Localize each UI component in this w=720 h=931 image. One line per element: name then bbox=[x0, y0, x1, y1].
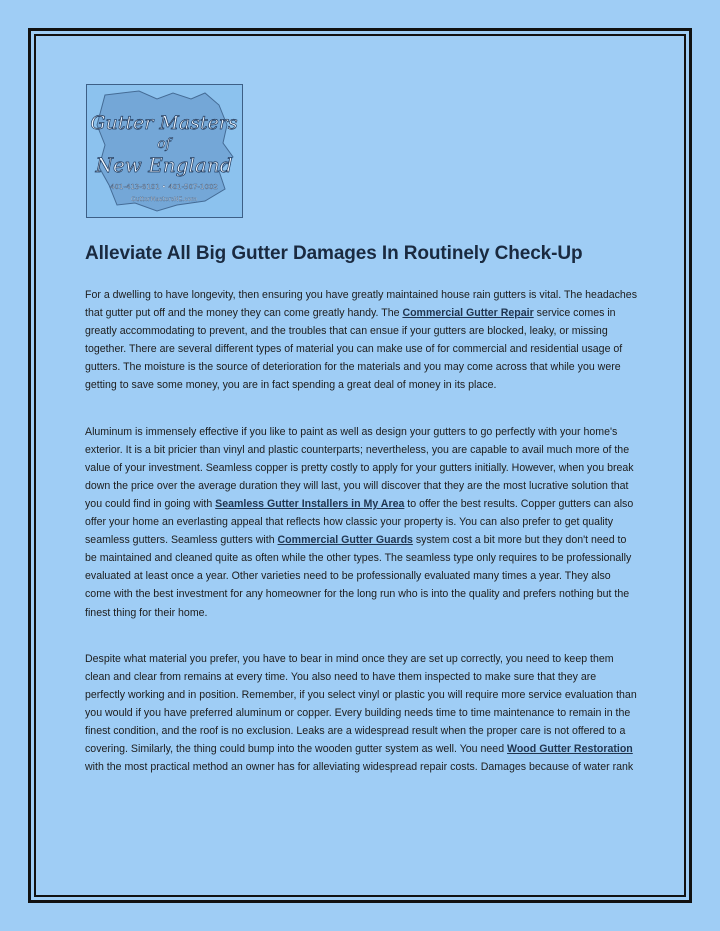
logo-line3: New England bbox=[95, 153, 233, 177]
paragraph-2: Aluminum is immensely effective if you like to paint as well as design your gutters to go perfectly with your home's exterior. It is a bit pricier than vinyl and plastic counterparts; nevertheless, you are capable to avail much more of the value of your investment. Seamless copper is pretty costly to apply for your gutters initially. However, when you break down the price over the average duration they will last, you will discover that they are the most lucrative solution that you could find in going with Seamless Gutter Installers in My Area to offer the best results. Copper gutters can also offer your home an everlasting appeal that reflects how classic your property is. You can also prefer to get quality seamless gutters. Seamless gutters with Commercial Gutter Guards system cost a bit more but they don't need to be maintained and cleaned quite as often while the other types. The seamless type only requires to be professionally evaluated at least once a year. Other varieties need to be professionally evaluated many times a year. They also come with the best investment for any homeowner for the long run who is into the quality and prefers nothing but the finest thing for their home. bbox=[85, 425, 634, 619]
commercial-gutter-repair-link[interactable]: Commercial Gutter Repair bbox=[402, 307, 534, 320]
seamless-gutter-installers-link[interactable]: Seamless Gutter Installers in My Area bbox=[215, 497, 405, 510]
logo-website: GutterMastersNE.com bbox=[131, 196, 197, 203]
page-title: Alleviate All Big Gutter Damages In Routinely Check-Up bbox=[85, 243, 583, 264]
commercial-gutter-guards-link[interactable]: Commercial Gutter Guards bbox=[277, 534, 413, 547]
logo-graphic bbox=[87, 85, 242, 217]
company-logo bbox=[86, 84, 243, 218]
article-body bbox=[85, 286, 638, 804]
wood-gutter-restoration-link[interactable]: Wood Gutter Restoration bbox=[507, 743, 633, 756]
logo-line2: of bbox=[157, 136, 171, 152]
paragraph-3: Despite what material you prefer, you have to bear in mind once they are set up correctly, you need to keep them clean and clear from remains at every time. You also need to have them inspected to make sure that they are perfectly working and in position. Remember, if you select vinyl or plastic you will require more service evaluation than you would if you have preferred aluminum or copper. Every building needs time to time maintenance to remain in the finest condition, and the roof is no exclusion. Leaks are a widespread result when the proper care is not offered to a covering. Similarly, the thing could bump into the wooden gutter system as well. You need Wood Gutter Restoration with the most practical method an owner has for alleviating widespread repair costs. Damages because of water rank bbox=[85, 652, 637, 774]
logo-line1: Gutter Masters bbox=[90, 112, 238, 134]
logo-phones: 401-413-8101 • 401-507-1002 bbox=[110, 183, 218, 191]
paragraph-1: For a dwelling to have longevity, then ensuring you have greatly maintained house rain gutters is vital. The headaches that gutter put off and the money they can come greatly handy. The Commercial Gutter Repair service comes in greatly accommodating to prevent, and the troubles that can ensue if your gutters are blocked, leaky, or missing together. There are several different types of material you can make use of for commercial and residential usage of gutters. The moisture is the source of deterioration for the materials and you may come across that while you were getting to save some money, you are in fact spending a great deal of money in its place. bbox=[85, 289, 637, 392]
